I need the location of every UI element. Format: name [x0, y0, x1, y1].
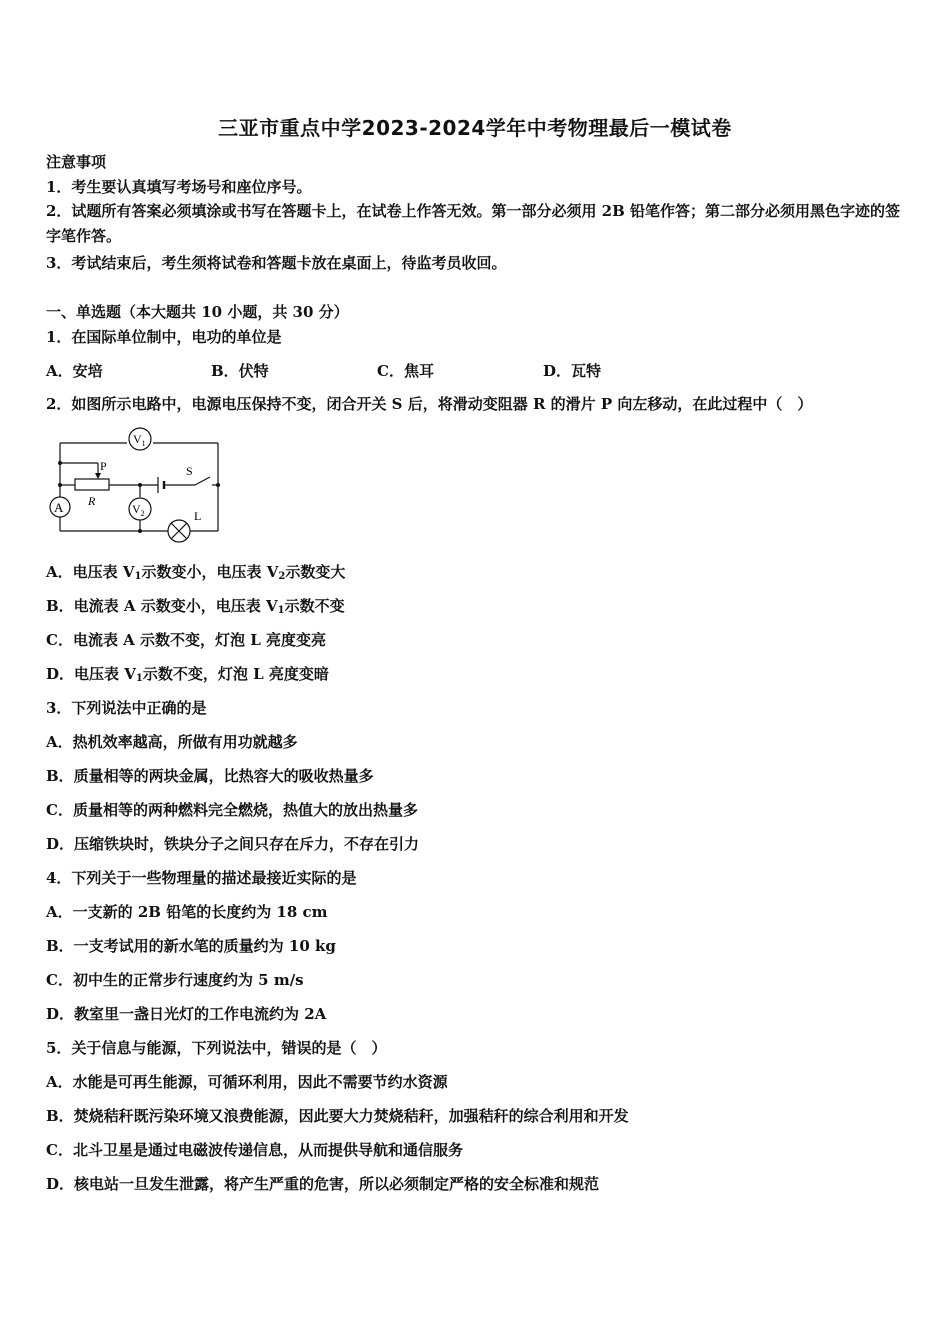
option: A．水能是可再生能源，可循环利用，因此不需要节约水资源: [46, 1073, 448, 1091]
option: A．热机效率越高，所做有用功就越多: [46, 733, 298, 751]
lamp-label: L: [194, 509, 202, 523]
option: B．质量相等的两块金属，比热容大的吸收热量多: [46, 767, 374, 785]
option: B．一支考试用的新水笔的质量约为 10 kg: [46, 937, 336, 955]
option: A．一支新的 2B 铅笔的长度约为 18 cm: [46, 903, 328, 921]
question-stem: 5．关于信息与能源，下列说法中，错误的是（ ）: [46, 1039, 387, 1057]
notice-item: 3．考试结束后，考生须将试卷和答题卡放在桌面上，待监考员收回。: [46, 254, 507, 272]
slider-label: P: [100, 459, 107, 473]
option: D．压缩铁块时，铁块分子之间只存在斥力，不存在引力: [46, 835, 420, 853]
notice-heading: 注意事项: [46, 153, 107, 171]
notice-item: 1．考生要认真填写考场号和座位序号。: [46, 178, 312, 196]
section-heading: 一、单选题（本大题共 10 小题，共 30 分）: [46, 303, 349, 321]
option: D．瓦特: [543, 362, 602, 380]
question-stem: 3．下列说法中正确的是: [46, 699, 207, 717]
v1-label: $V_1$: [133, 432, 146, 448]
circuit-diagram: [40, 425, 230, 550]
option: C．北斗卫星是通过电磁波传递信息，从而提供导航和通信服务: [46, 1141, 463, 1159]
option: C．电流表 A 示数不变，灯泡 L 亮度变亮: [46, 631, 327, 649]
option: D．教室里一盏日光灯的工作电流约为 2A: [46, 1005, 327, 1023]
option: C．焦耳: [377, 362, 434, 380]
option: C．初中生的正常步行速度约为 5 m/s: [46, 971, 304, 989]
notice-item: 2．试题所有答案必须填涂或书写在答题卡上，在试卷上作答无效。第一部分必须用 2B 铅笔作答；第二部分必须用黑色字迹的签字笔作答。: [46, 202, 901, 245]
option: A．安培: [46, 362, 103, 380]
page-title: 三亚市重点中学2023-2024学年中考物理最后一模试卷: [218, 116, 732, 140]
question-stem: 2．如图所示电路中，电源电压保持不变，闭合开关 S 后，将滑动变阻器 R 的滑片 P 向左移动，在此过程中（ ）: [46, 395, 813, 413]
switch-label: S: [186, 464, 193, 478]
option: A．电压表 $V_1$示数变小，电压表 $V_2$示数变大: [46, 563, 346, 582]
v2-label: $V_2$: [132, 502, 145, 518]
resistor-label: R: [88, 494, 96, 508]
option: D．电压表 $V_1$示数不变，灯泡 L 亮度变暗: [46, 665, 329, 684]
ammeter-label: A: [54, 500, 64, 515]
option: B．焚烧秸秆既污染环境又浪费能源，因此要大力焚烧秸秆，加强秸秆的综合利用和开发: [46, 1107, 629, 1125]
option: B．伏特: [211, 362, 269, 380]
option: B．电流表 A 示数变小，电压表 $V_1$示数不变: [46, 597, 345, 616]
question-stem: 4．下列关于一些物理量的描述最接近实际的是: [46, 869, 357, 887]
option: D．核电站一旦发生泄露，将产生严重的危害，所以必须制定严格的安全标准和规范: [46, 1175, 600, 1193]
question-stem: 1．在国际单位制中，电功的单位是: [46, 328, 282, 346]
option: C．质量相等的两种燃料完全燃烧，热值大的放出热量多: [46, 801, 418, 819]
